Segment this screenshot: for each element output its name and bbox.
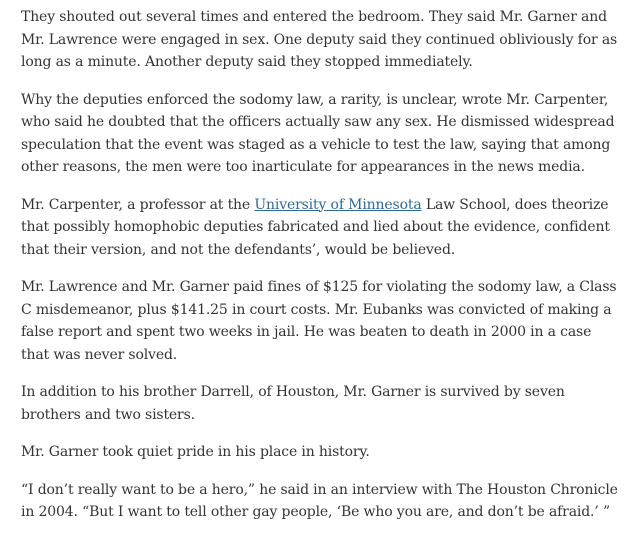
paragraph-carpenter-text-after: Law School, does theorize that possibly homophobic deputies fabricated and lied about the evidence, confident that their version, and not the defendants’, would be believed. <box>21 196 610 258</box>
paragraph-deputies-enforcement: Why the deputies enforced the sodomy law, a rarity, is unclear, wrote Mr. Carpenter, who said he doubted that the officers actually saw any sex. He dismissed widespread speculation that the event was staged as a vehicle to test the law, saying that among other reasons, the men were too inarticulate for appearances in the news media. <box>21 91 615 175</box>
paragraph-quote: “I don’t really want to be a hero,” he said in an interview with The Houston Chronicle in 2004. “But I want to tell other gay people, ‘Be who you are, and don’t be afraid.’ ” <box>21 481 618 520</box>
paragraph-quiet-pride: Mr. Garner took quiet pride in his place in history. <box>21 444 370 460</box>
paragraph-fines: Mr. Lawrence and Mr. Garner paid fines of $125 for violating the sodomy law, a Class C misdemeanor, plus $141.25 in court costs. Mr. Eubanks was convicted of making a false report and spent two weeks in jail. He was beaten to death in 2000 in a case that was never solved. <box>21 279 617 363</box>
paragraph-carpenter-theory <box>21 194 621 262</box>
article-body <box>21 6 621 539</box>
paragraph-carpenter-text-before: Mr. Carpenter, a professor at the <box>21 196 255 213</box>
university-of-minnesota-link[interactable]: University of Minnesota <box>254 196 422 213</box>
paragraph-survivors: In addition to his brother Darrell, of Houston, Mr. Garner is survived by seven brothers and two sisters. <box>21 384 565 423</box>
paragraph-bedroom-entry: They shouted out several times and entered the bedroom. They said Mr. Garner and Mr. Lawrence were engaged in sex. One deputy said they continued obliviously for as long as a minute. Another deputy said they stopped immediately. <box>21 9 618 70</box>
